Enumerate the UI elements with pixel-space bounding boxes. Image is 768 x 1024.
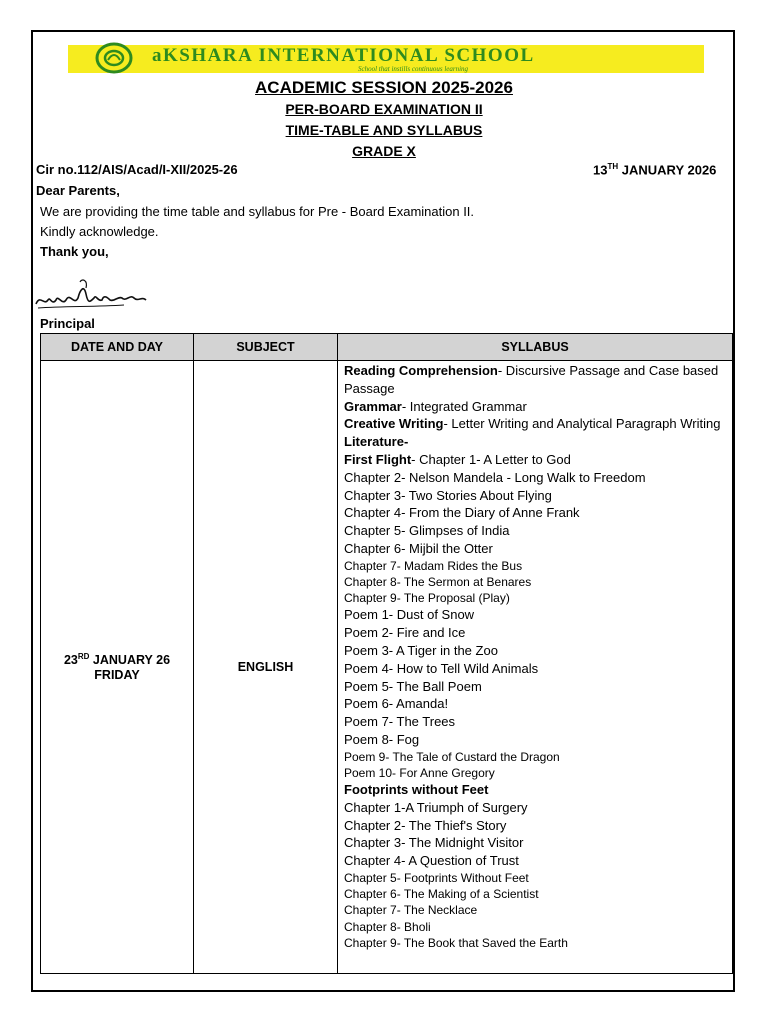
syllabus-item (344, 919, 726, 935)
syllabus-item (344, 834, 726, 852)
syllabus-item-text: Chapter 2- Nelson Mandela - Long Walk to Freedom (344, 469, 646, 485)
syllabus-item-text: Poem 2- Fire and Ice (344, 625, 466, 641)
header-subject: SUBJECT (194, 334, 338, 361)
syllabus-item-text: Poem 10- For Anne Gregory (344, 765, 495, 780)
syllabus-item (344, 415, 726, 433)
syllabus-item (344, 433, 726, 451)
syllabus-item-text: - Letter Writing and Analytical Paragraph Writing (443, 416, 721, 432)
greeting: Dear Parents, (36, 183, 120, 198)
syllabus-item-heading: Creative Writing (344, 416, 444, 432)
document-subtitle: TIME-TABLE AND SYLLABUS (285, 122, 483, 138)
syllabus-item-text: Poem 7- The Trees (344, 714, 456, 730)
signatory-title: Principal (40, 316, 95, 331)
syllabus-item (344, 799, 726, 817)
syllabus-item-text: - Discursive Passage and Case based Passage (344, 363, 719, 396)
syllabus-item-text: Chapter 8- The Sermon at Benares (344, 574, 532, 589)
syllabus-item-text: Chapter 9- The Proposal (Play) (344, 591, 510, 606)
syllabus-item-text: Chapter 3- The Midnight Visitor (344, 835, 524, 851)
syllabus-item-text: Chapter 9- The Book that Saved the Earth (344, 935, 568, 950)
syllabus-item-text: Poem 5- The Ball Poem (344, 678, 482, 694)
syllabus-item-text: Chapter 7- The Necklace (344, 903, 478, 918)
syllabus-item-text: Chapter 3- Two Stories About Flying (344, 487, 552, 503)
circular-number: Cir no.112/AIS/Acad/I-XII/2025-26 (36, 162, 238, 177)
syllabus-item (344, 606, 726, 624)
circular-date: 13TH JANUARY 2026 (593, 162, 717, 178)
syllabus-item (344, 624, 726, 642)
syllabus-item-text: Poem 6- Amanda! (344, 696, 449, 712)
syllabus-item-text: Chapter 5- Footprints Without Feet (344, 871, 529, 886)
syllabus-item (344, 558, 726, 574)
header-syllabus: SYLLABUS (338, 334, 733, 361)
syllabus-item-text: Poem 8- Fog (344, 731, 420, 747)
syllabus-item-text: Chapter 4- From the Diary of Anne Frank (344, 505, 580, 521)
syllabus-item (344, 678, 726, 696)
exam-weekday: FRIDAY (94, 667, 140, 682)
exam-date-cell: 23RD JANUARY 26 FRIDAY (41, 361, 194, 974)
syllabus-item (344, 852, 726, 870)
timetable (40, 333, 733, 974)
syllabus-item (344, 886, 726, 902)
table-row (41, 361, 733, 974)
syllabus-item (344, 451, 726, 469)
syllabus-item (344, 731, 726, 749)
syllabus-item (344, 522, 726, 540)
syllabus-item-text: Chapter 4- A Question of Trust (344, 853, 519, 869)
page-title: ACADEMIC SESSION 2025-2026 (255, 78, 513, 97)
syllabus-item (344, 902, 726, 918)
syllabus-item (344, 660, 726, 678)
syllabus-item-text: Chapter 8- Bholi (344, 919, 431, 934)
syllabus-item-text: Chapter 2- The Thief's Story (344, 817, 507, 833)
syllabus-item (344, 749, 726, 765)
syllabus-list (344, 362, 726, 951)
syllabus-item (344, 765, 726, 781)
syllabus-item-heading: Grammar (344, 398, 402, 414)
syllabus-item-text: Poem 3- A Tiger in the Zoo (344, 642, 498, 658)
syllabus-item (344, 590, 726, 606)
exam-title: PER-BOARD EXAMINATION II (285, 101, 483, 117)
syllabus-item (344, 398, 726, 416)
syllabus-item-text: Chapter 1-A Triumph of Surgery (344, 799, 528, 815)
header-date-day: DATE AND DAY (41, 334, 194, 361)
syllabus-item (344, 870, 726, 886)
school-banner (68, 45, 704, 73)
table-header-row (41, 334, 733, 361)
syllabus-item-text: Poem 1- Dust of Snow (344, 607, 475, 623)
syllabus-item (344, 469, 726, 487)
syllabus-item-text: Poem 4- How to Tell Wild Animals (344, 660, 539, 676)
grade-title: GRADE X (352, 143, 416, 159)
syllabus-item-text: - Integrated Grammar (401, 398, 527, 414)
syllabus-item (344, 713, 726, 731)
syllabus-item (344, 695, 726, 713)
syllabus-item (344, 487, 726, 505)
syllabus-item (344, 504, 726, 522)
syllabus-item-text: Chapter 6- Mijbil the Otter (344, 540, 493, 556)
syllabus-item-text: Chapter 5- Glimpses of India (344, 523, 510, 539)
school-tagline: School that instills continuous learning (358, 65, 469, 73)
syllabus-item (344, 362, 726, 398)
principal-signature (34, 276, 154, 314)
acknowledge-line: Kindly acknowledge. (40, 224, 159, 239)
syllabus-item (344, 574, 726, 590)
syllabus-item-text: Chapter 7- Madam Rides the Bus (344, 558, 523, 573)
school-name: aKSHARA INTERNATIONAL SCHOOL (152, 45, 535, 66)
syllabus-item (344, 817, 726, 835)
school-logo-icon (94, 40, 134, 76)
syllabus-item-heading: Literature- (344, 434, 409, 450)
subject-cell: ENGLISH (194, 361, 338, 974)
syllabus-item (344, 642, 726, 660)
syllabus-item-heading: First Flight (344, 451, 412, 467)
syllabus-item (344, 540, 726, 558)
thanks-line: Thank you, (40, 244, 109, 259)
syllabus-item-heading: Footprints without Feet (344, 782, 489, 798)
syllabus-item-text: Poem 9- The Tale of Custard the Dragon (344, 749, 560, 764)
syllabus-item-text: Chapter 6- The Making of a Scientist (344, 887, 539, 902)
syllabus-item (344, 935, 726, 951)
syllabus-cell (338, 361, 733, 974)
syllabus-item-text: - Chapter 1- A Letter to God (411, 451, 571, 467)
syllabus-item-heading: Reading Comprehension (344, 363, 498, 378)
syllabus-item (344, 781, 726, 799)
letter-body: We are providing the time table and syllabus for Pre - Board Examination II. (40, 204, 475, 219)
